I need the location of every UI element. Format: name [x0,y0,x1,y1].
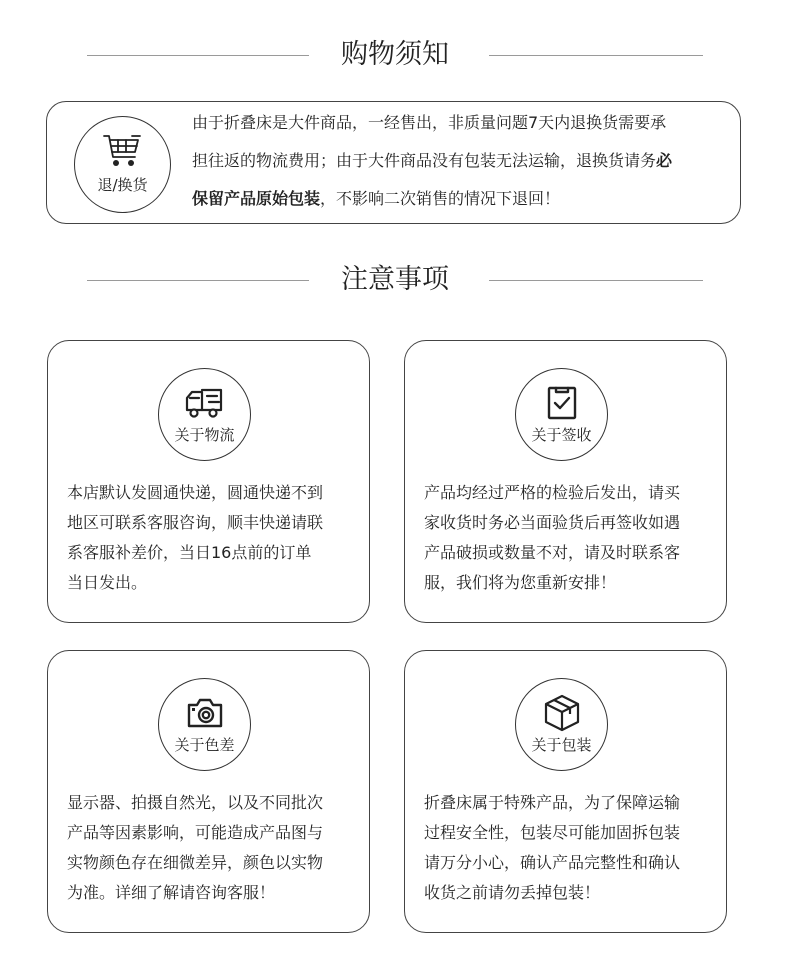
card-line: 家收货时务必当面验货后再签收如遇 [424,513,681,532]
card-line: 当日发出。 [67,573,148,592]
card-line: 产品均经过严格的检验后发出，请买 [424,483,681,502]
card-line: 服，我们将为您重新安排！ [424,573,617,592]
section-title: 注意事项 [341,264,449,295]
return-policy-box [46,101,741,224]
card-line: 产品破损或数量不对，请及时联系客 [424,543,681,562]
card-line: 显示器、拍摄自然光，以及不同批次 [67,793,324,812]
card-line: 实物颜色存在细微差异，颜色以实物 [67,853,324,872]
signing-badge [515,368,608,461]
policy-line: 担往返的物流费用；由于大件商品没有包装无法运输，退换货请务必 [192,151,673,170]
card-line: 收货之前请勿丢掉包装！ [424,883,601,902]
card-line: 地区可联系客服咨询，顺丰快递请联 [67,513,324,532]
bold-text: 保留产品原始包装 [192,189,321,208]
card-line: 本店默认发圆通快递，圆通快递不到 [67,483,324,502]
signing-card [404,340,727,623]
logistics-card [47,340,370,623]
cart-icon [102,133,144,169]
card-line: 过程安全性，包装尽可能加固拆包装 [424,823,681,842]
card-body [67,788,359,908]
card-body [424,478,716,598]
return-label: 退/换货 [97,176,148,194]
section-title: 购物须知 [341,39,449,70]
shopping-notice-heading [0,35,790,75]
packaging-card [404,650,727,933]
color-difference-badge [158,678,251,771]
bold-text: 必 [656,151,673,170]
return-badge [74,116,171,213]
card-line: 请万分小心，确认产品完整性和确认 [424,853,681,872]
box-icon [540,693,584,733]
card-body [424,788,716,908]
precautions-heading [0,260,790,300]
card-label: 关于签收 [531,426,592,444]
divider-line [489,280,703,281]
card-line: 产品等因素影响，可能造成产品图与 [67,823,324,842]
color-difference-card [47,650,370,933]
return-policy-text [192,102,738,218]
card-line: 折叠床属于特殊产品，为了保障运输 [424,793,681,812]
policy-line: 保留产品原始包装，不影响二次销售的情况下退回！ [192,189,561,208]
card-line: 系客服补差价，当日16点前的订单 [67,543,312,562]
divider-line [489,55,703,56]
packaging-badge [515,678,608,771]
logistics-badge [158,368,251,461]
card-line: 为准。详细了解请咨询客服！ [67,883,276,902]
clipboard-check-icon [540,383,584,423]
truck-icon [183,383,227,423]
card-body [67,478,359,598]
policy-line: 由于折叠床是大件商品，一经售出，非质量问题7天内退换货需要承 [192,113,667,132]
camera-icon [183,693,227,733]
card-label: 关于物流 [174,426,235,444]
card-label: 关于色差 [174,736,235,754]
card-label: 关于包装 [531,736,592,754]
